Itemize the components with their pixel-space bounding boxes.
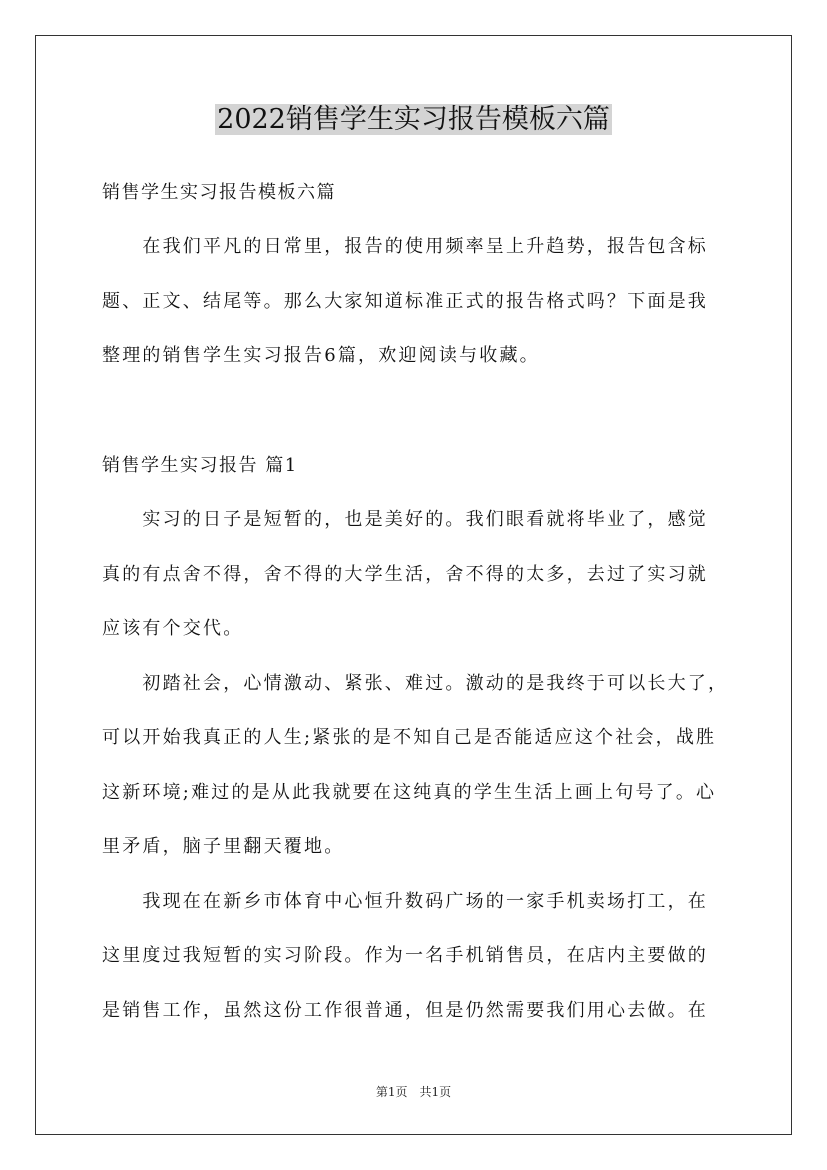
body-line-4: 初踏社会，心情激动、紧张、难过。激动的是我终于可以长大了， — [102, 673, 729, 694]
document-title-text: 2022销售学生实习报告模板六篇 — [217, 104, 610, 135]
body-line-8: 我现在在新乡市体育中心恒升数码广场的一家手机卖场打工，在 — [102, 891, 708, 912]
body-line-3: 应该有个交代。 — [102, 618, 244, 639]
body-line-5: 可以开始我真正的人生;紧张的是不知自己是否能适应这个社会，战胜 — [102, 727, 717, 748]
body-line-1: 实习的日子是短暂的，也是美好的。我们眼看就将毕业了，感觉 — [102, 509, 708, 530]
body-line-7: 里矛盾，脑子里翻天覆地。 — [102, 836, 345, 857]
document-title — [0, 98, 827, 142]
body-line-10: 是销售工作，虽然这份工作很普通，但是仍然需要我们用心去做。在 — [102, 1000, 708, 1021]
intro-line-3: 整理的销售学生实习报告6篇，欢迎阅读与收藏。 — [102, 345, 540, 366]
body-line-6: 这新环境;难过的是从此我就要在这纯真的学生生活上画上句号了。心 — [102, 782, 717, 803]
section-heading-1: 销售学生实习报告 篇1 — [102, 455, 298, 476]
intro-line-1: 在我们平凡的日常里，报告的使用频率呈上升趋势，报告包含标 — [102, 236, 708, 257]
intro-line-2: 题、正文、结尾等。那么大家知道标准正式的报告格式吗？下面是我 — [102, 291, 708, 312]
body-line-2: 真的有点舍不得，舍不得的大学生活，舍不得的太多，去过了实习就 — [102, 564, 708, 585]
document-subtitle: 销售学生实习报告模板六篇 — [102, 182, 336, 203]
page-footer: 第1页 共1页 — [375, 1085, 452, 1099]
body-line-9: 这里度过我短暂的实习阶段。作为一名手机销售员，在店内主要做的 — [102, 945, 708, 966]
